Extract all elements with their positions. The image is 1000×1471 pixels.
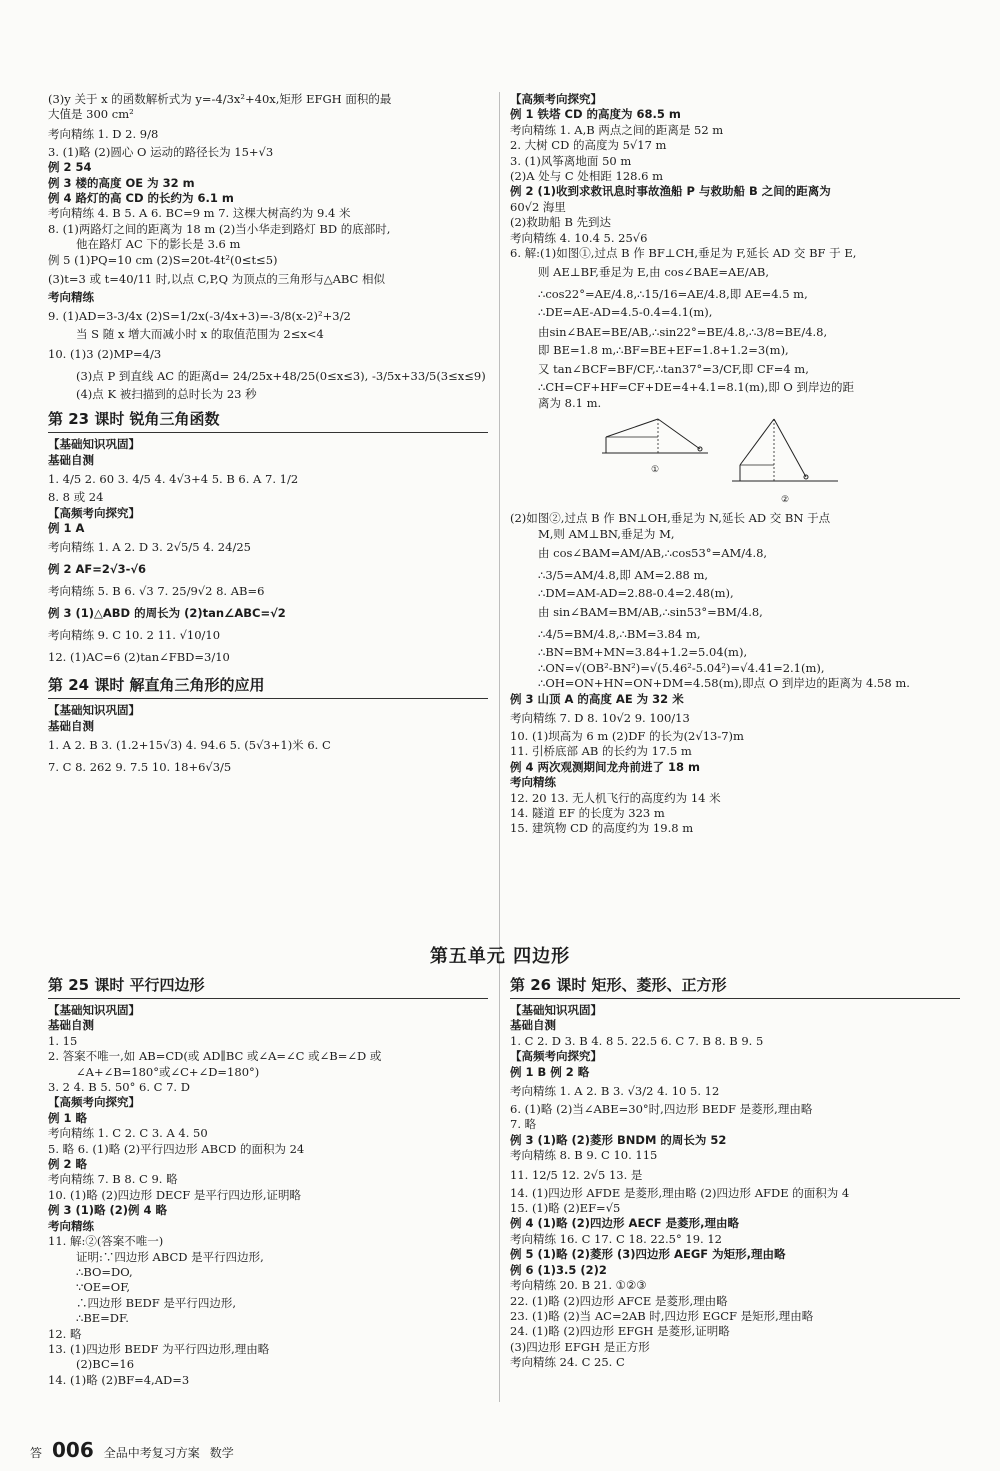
example-line: 例 3 山顶 A 的高度 AE 为 32 米 [510, 691, 684, 706]
answer-line: ∴ON=√(OB²-BN²)=√(5.46²-5.04²)=√4.41=2.1(m), [538, 660, 825, 675]
answer-line: (2)BC=16 [76, 1357, 135, 1372]
section-label: 基础自测 [510, 1018, 556, 1033]
answer-line: (2)救助船 B 先到达 [510, 215, 612, 230]
example-line: 例 5 (1)略 (2)菱形 (3)四边形 AEGF 为矩形,理由略 [510, 1247, 786, 1262]
answer-line: 14. (1)略 (2)BF=4,AD=3 [48, 1372, 190, 1387]
answer-line: 即 BE=1.8 m,∴BF=BE+EF=1.8+1.2=3(m), [538, 342, 789, 357]
answer-line: ∴4/5=BM/4.8,∴BM=3.84 m, [538, 627, 701, 642]
answer-line: 3. (1)风筝离地面 50 m [510, 153, 632, 168]
example-line: 例 2 (1)收到求救讯息时事故渔船 P 与救助船 B 之间的距离为 [510, 184, 831, 199]
figure-1-label: ① [650, 465, 660, 476]
answer-line: 考向精练 20. B 21. ①②③ [510, 1278, 647, 1293]
answer-line: 8. (1)两路灯之间的距离为 18 m (2)当小华走到路灯 BD 的底部时, [48, 221, 391, 236]
answer-line: ∴四边形 BEDF 是平行四边形, [76, 1295, 237, 1310]
example-line: 例 1 B 例 2 略 [510, 1064, 590, 1079]
answer-line: 考向精练 9. C 10. 2 11. √10/10 [48, 628, 221, 643]
answer-line: 1. C 2. D 3. B 4. 8 5. 22.5 6. C 7. B 8. B 9. 5 [510, 1033, 764, 1048]
answer-line: 1. A 2. B 3. (1.2+15√3) 4. 94.6 5. (5√3+1)米 6. C [48, 738, 331, 753]
answer-line: 考向精练 8. B 9. C 10. 115 [510, 1148, 658, 1163]
answer-line: 考向精练 4. B 5. A 6. BC=9 m 7. 这棵大树高约为 9.4 米 [48, 206, 351, 221]
example-line: 例 3 (1)略 (2)菱形 BNDM 的周长为 52 [510, 1132, 727, 1147]
example-line: 例 3 楼的高度 OE 为 32 m [48, 175, 195, 190]
section-label: 基础自测 [48, 452, 94, 467]
example-line: 例 2 略 [48, 1157, 88, 1172]
example-line: 例 1 铁塔 CD 的高度为 68.5 m [510, 107, 681, 122]
answer-line: 他在路灯 AC 下的影长是 3.6 m [76, 237, 241, 252]
answer-line: (4)点 K 被扫描到的总时长为 23 秒 [76, 386, 257, 401]
figure-2-label: ② [780, 495, 790, 506]
answer-line: ∴DE=AE-AD=4.5-0.4=4.1(m), [538, 305, 713, 320]
unit-title: 第五单元 四边形 [429, 946, 571, 967]
answer-line: 考向精练 1. D 2. 9/8 [48, 126, 159, 141]
answer-line: 考向精练 4. 10.4 5. 25√6 [510, 230, 648, 245]
section-label: 【基础知识巩固】 [48, 437, 140, 452]
example-line: 例 3 (1)略 (2)例 4 略 [48, 1203, 168, 1218]
example-line: 例 6 (1)3.5 (2)2 [510, 1262, 607, 1277]
section-label: 【高频考向探究】 [510, 92, 602, 106]
figure-2-drawing [730, 415, 840, 495]
answer-line: 10. (1)坝高为 6 m (2)DF 的长为(2√13-7)m [510, 728, 744, 743]
answer-line: (3)点 P 到直线 AC 的距离d= 24/25x+48/25(0≤x≤3), -3/5x+33/5(3≤x≤9) [76, 368, 486, 383]
answer-line: ∴DM=AM-AD=2.88-0.4=2.48(m), [538, 585, 734, 600]
answer-line: M,则 AM⊥BN,垂足为 M, [538, 526, 675, 541]
book-title: 全品中考复习方案 [103, 1446, 200, 1460]
lesson-26-answers [510, 1003, 960, 1371]
lesson-24-answers-part2 [510, 511, 960, 837]
answer-line: 6. 解:(1)如图①,过点 B 作 BF⊥CH,垂足为 F,延长 AD 交 BF 于 E, [510, 246, 857, 261]
lesson-24-answers [48, 703, 488, 778]
answer-line: 12. (1)AC=6 (2)tan∠FBD=3/10 [48, 650, 230, 665]
answer-line: ∴BE=DF. [76, 1311, 129, 1326]
answer-line: 考向精练 16. C 17. C 18. 22.5° 19. 12 [510, 1231, 722, 1246]
example-line: 例 1 略 [48, 1110, 88, 1125]
answer-line: 例 5 (1)PQ=10 cm (2)S=20t-4t²(0≤t≤5) [48, 252, 278, 267]
example-line: 例 2 54 [48, 160, 92, 175]
answer-line: (3)y 关于 x 的函数解析式为 y=-4/3x²+40x,矩形 EFGH 面积的最 [48, 92, 392, 106]
answer-line: 考向精练 24. C 25. C [510, 1355, 625, 1370]
answer-line: 证明:∵四边形 ABCD 是平行四边形, [76, 1249, 264, 1264]
answer-line: ∴BN=BM+MN=3.84+1.2=5.04(m), [538, 645, 748, 660]
answer-line: ∴OH=ON+HN=ON+DM=4.58(m),即点 O 到岸边的距离为 4.58 m. [538, 676, 910, 691]
answer-line: 9. (1)AD=3-3/4x (2)S=1/2x(-3/4x+3)=-3/8(x-2)²+3/2 [48, 309, 351, 324]
answer-line: 当 S 随 x 增大而减小时 x 的取值范围为 2≤x<4 [76, 327, 324, 342]
answer-line: 8. 8 或 24 [48, 490, 104, 505]
figure-2 [730, 415, 840, 505]
answer-line: 由 cos∠BAM=AM/AB,∴cos53°=AM/4.8, [538, 545, 768, 560]
answer-line: ∴CH=CF+HF=CF+DE=4+4.1=8.1(m),即 O 到岸边的距 [538, 380, 854, 395]
answer-line: 60√2 海里 [510, 199, 566, 214]
answer-line: (2)A 处与 C 处相距 128.6 m [510, 169, 663, 184]
answer-line: 14. 隧道 EF 的长度为 323 m [510, 805, 665, 820]
section-label: 【高频考向探究】 [48, 1095, 140, 1110]
answer-line: (2)如图②,过点 B 作 BN⊥OH,垂足为 N,延长 AD 交 BN 于点 [510, 511, 831, 526]
answer-line: ∠A+∠B=180°或∠C+∠D=180°) [76, 1064, 260, 1079]
answer-line: 22. (1)略 (2)四边形 AFCE 是菱形,理由略 [510, 1293, 728, 1308]
answer-line: 11. 12/5 12. 2√5 13. 是 [510, 1167, 643, 1182]
example-line: 例 2 AF=2√3-√6 [48, 562, 147, 577]
answer-line: 10. (1)略 (2)四边形 DECF 是平行四边形,证明略 [48, 1187, 302, 1202]
answers-block-22-continued [48, 92, 488, 402]
section-label: 基础自测 [48, 1018, 94, 1033]
answer-line: 考向精练 5. B 6. √3 7. 25/9√2 8. AB=6 [48, 584, 265, 599]
answer-line: 6. (1)略 (2)当∠ABE=30°时,四边形 BEDF 是菱形,理由略 [510, 1102, 813, 1117]
lesson-26-title: 第 26 课时 矩形、菱形、正方形 [510, 974, 960, 999]
left-column-upper [48, 92, 488, 778]
answer-line: 2. 答案不唯一,如 AB=CD(或 AD∥BC 或∠A=∠C 或∠B=∠D 或 [48, 1049, 382, 1064]
answer-line: 由sin∠BAE=BE/AB,∴sin22°=BE/4.8,∴3/8=BE/4.8, [538, 324, 828, 339]
section-label: 考向精练 [48, 1218, 94, 1233]
section-label: 考向精练 [510, 775, 556, 790]
lesson-23-title: 第 23 课时 锐角三角函数 [48, 408, 488, 433]
section-label: 基础自测 [48, 718, 94, 733]
section-label: 【基础知识巩固】 [510, 1003, 602, 1017]
lesson-24-answers-continued [510, 92, 960, 411]
subject-label: 数学 [209, 1446, 234, 1460]
answer-line: 2. 大树 CD 的高度为 5√17 m [510, 138, 667, 153]
example-line: 例 1 A [48, 520, 85, 535]
answer-line: 考向精练 1. C 2. C 3. A 4. 50 [48, 1126, 208, 1141]
answer-line: 13. (1)四边形 BEDF 为平行四边形,理由略 [48, 1341, 270, 1356]
answer-line: 7. C 8. 262 9. 7.5 10. 18+6√3/5 [48, 760, 232, 775]
answer-line: ∴3/5=AM/4.8,即 AM=2.88 m, [538, 567, 709, 582]
example-line: 例 3 (1)△ABD 的周长为 (2)tan∠ABC=√2 [48, 606, 286, 621]
lesson-24-title: 第 24 课时 解直角三角形的应用 [48, 674, 488, 699]
answer-line: 12. 20 13. 无人机飞行的高度约为 14 米 [510, 790, 721, 805]
answer-line: 1. 4/5 2. 60 3. 4/5 4. 4√3+4 5. B 6. A 7. 1/2 [48, 472, 299, 487]
answer-line: 由 sin∠BAM=BM/AB,∴sin53°=BM/4.8, [538, 605, 763, 620]
figure-1-drawing [600, 415, 710, 465]
answer-line: 24. (1)略 (2)四边形 EFGH 是菱形,证明略 [510, 1324, 730, 1339]
answer-line: 1. 15 [48, 1033, 78, 1048]
column-divider [499, 92, 500, 1402]
page-footer [30, 1438, 234, 1462]
lesson-23-answers [48, 437, 488, 668]
answer-line: 考向精练 7. B 8. C 9. 略 [48, 1172, 178, 1187]
answer-line: 15. 建筑物 CD 的高度约为 19.8 m [510, 821, 694, 836]
answer-line: 15. (1)略 (2)EF=√5 [510, 1201, 621, 1216]
section-label: 【基础知识巩固】 [48, 1003, 140, 1017]
footer-prefix: 答 [30, 1446, 43, 1460]
answer-line: 12. 略 [48, 1326, 82, 1341]
example-line: 例 4 (1)略 (2)四边形 AECF 是菱形,理由略 [510, 1216, 739, 1231]
left-column-lower [48, 968, 488, 1388]
answer-line: 23. (1)略 (2)当 AC=2AB 时,四边形 EGCF 是矩形,理由略 [510, 1308, 814, 1323]
example-line: 例 4 路灯的高 CD 的长约为 6.1 m [48, 191, 234, 206]
answer-line: 3. 2 4. B 5. 50° 6. C 7. D [48, 1080, 190, 1095]
answer-line: 11. 解:②(答案不唯一) [48, 1234, 164, 1249]
answer-line: ∴BO=DO, [76, 1264, 133, 1279]
answer-line: 考向精练 7. D 8. 10√2 9. 100/13 [510, 710, 690, 725]
answer-line: ∴cos22°=AE/4.8,∴15/16=AE/4.8,即 AE=4.5 m, [538, 287, 808, 302]
geometry-figures [600, 415, 960, 505]
answer-line: 3. (1)略 (2)圆心 O 运动的路径长为 15+√3 [48, 144, 274, 159]
page-number: 006 [52, 1438, 94, 1462]
answer-line: 考向精练 1. A 2. D 3. 2√5/5 4. 24/25 [48, 540, 251, 555]
answer-line: ∵OE=OF, [76, 1280, 131, 1295]
answer-line: (3)t=3 或 t=40/11 时,以点 C,P,Q 为顶点的三角形与△ABC 相似 [48, 272, 385, 287]
answer-line: 11. 引桥底部 AB 的长约为 17.5 m [510, 744, 692, 759]
answer-line: 5. 略 6. (1)略 (2)平行四边形 ABCD 的面积为 24 [48, 1141, 305, 1156]
answer-line: 又 tan∠BCF=BF/CF,∴tan37°=3/CF,即 CF=4 m, [538, 362, 809, 377]
lesson-25-title: 第 25 课时 平行四边形 [48, 974, 488, 999]
section-label: 【高频考向探究】 [48, 505, 140, 520]
section-label: 【高频考向探究】 [510, 1049, 602, 1064]
answer-line: 大值是 300 cm² [48, 107, 134, 122]
answer-line: 10. (1)3 (2)MP=4/3 [48, 346, 162, 361]
right-column-upper [510, 92, 960, 837]
answer-line: 则 AE⊥BF,垂足为 E,由 cos∠BAE=AE/AB, [538, 265, 769, 280]
right-column-lower [510, 968, 960, 1371]
figure-1 [600, 415, 710, 505]
lesson-25-answers [48, 1003, 488, 1388]
answer-line: 考向精练 1. A 2. B 3. √3/2 4. 10 5. 12 [510, 1084, 720, 1099]
section-label: 考向精练 [48, 290, 94, 305]
example-line: 例 4 两次观测期间龙舟前进了 18 m [510, 759, 701, 774]
answer-line: 14. (1)四边形 AFDE 是菱形,理由略 (2)四边形 AFDE 的面积为 4 [510, 1185, 850, 1200]
answer-line: 考向精练 1. A,B 两点之间的距离是 52 m [510, 122, 724, 137]
section-label: 【基础知识巩固】 [48, 703, 140, 718]
answer-line: 7. 略 [510, 1117, 537, 1132]
answer-line: 离为 8.1 m. [538, 395, 602, 410]
answer-line: (3)四边形 EFGH 是正方形 [510, 1339, 650, 1354]
